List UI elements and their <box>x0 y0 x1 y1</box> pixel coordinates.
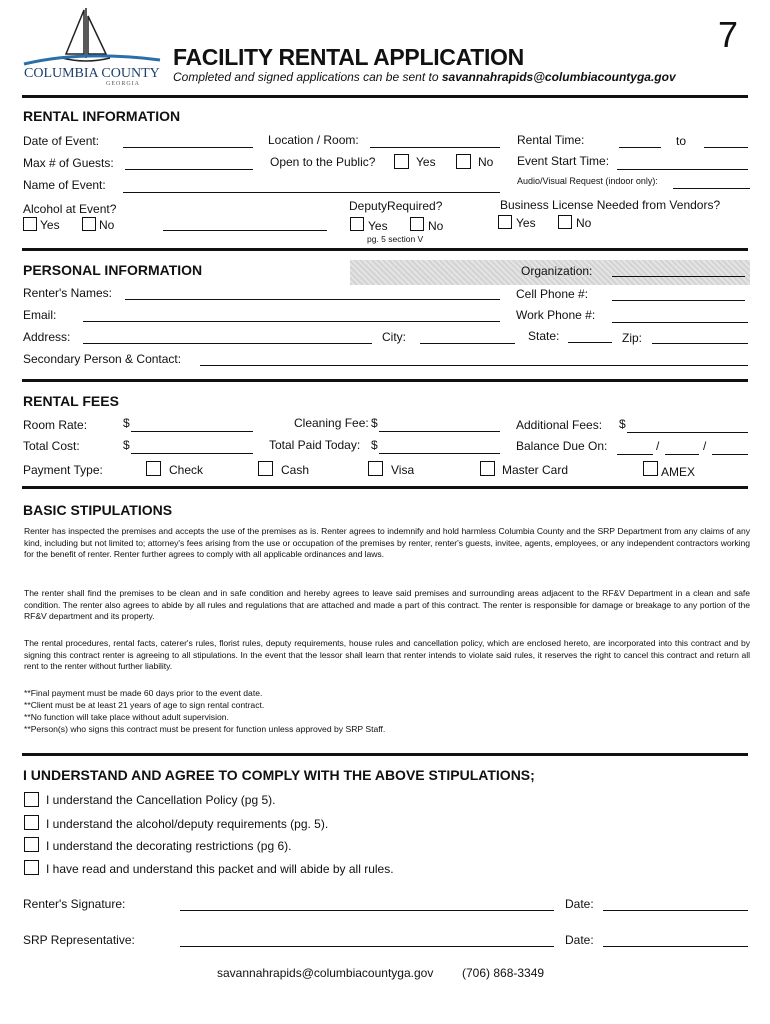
srp-representative-field[interactable] <box>180 932 554 947</box>
total-paid-label: Total Paid Today: <box>269 438 361 452</box>
county-logo <box>22 6 162 88</box>
footer-email[interactable]: savannahrapids@columbiacountyga.gov <box>217 966 434 980</box>
organization-label: Organization: <box>521 264 593 278</box>
open-public-label: Open to the Public? <box>270 155 376 169</box>
logo-subtext: GEORGIA <box>106 81 140 87</box>
form-title: FACILITY RENTAL APPLICATION <box>173 44 524 70</box>
address-field[interactable] <box>83 329 372 344</box>
business-license-no-checkbox[interactable] <box>558 215 572 229</box>
business-license-no-label: No <box>576 216 592 230</box>
room-rate-field[interactable] <box>131 417 253 432</box>
stipulation-paragraph-2: The renter shall find the premises to be clean and in safe condition and hereby agrees to leave said premises and surrounding areas adjacent to the RF&V Department in a clean and safe condition. The renter also agrees to abide by all rules and regulations that are attached and made a part of this contract. The renter is responsible for damage or breakage to any portion of the RF&V department and its property. <box>24 588 750 621</box>
balance-due-slash-1: / <box>656 439 660 453</box>
business-license-yes-label: Yes <box>516 216 536 230</box>
renter-date-field[interactable] <box>603 896 748 911</box>
deputy-note: pg. 5 section V <box>367 234 424 244</box>
address-label: Address: <box>23 330 71 344</box>
open-public-yes-label: Yes <box>416 155 436 169</box>
additional-fees-label: Additional Fees: <box>516 418 603 432</box>
stipulation-note-1: **Final payment must be made 60 days prior to the event date. <box>24 688 263 698</box>
basic-stipulations-heading: BASIC STIPULATIONS <box>23 502 173 518</box>
agreement-heading: I UNDERSTAND AND AGREE TO COMPLY WITH THE ABOVE STIPULATIONS; <box>23 767 535 783</box>
city-field[interactable] <box>420 329 515 344</box>
payment-amex-label: AMEX <box>661 465 696 479</box>
additional-fees-field[interactable] <box>627 418 748 433</box>
state-label: State: <box>528 329 560 343</box>
email-field[interactable] <box>83 307 500 322</box>
payment-amex-checkbox[interactable] <box>643 461 658 476</box>
location-room-field[interactable] <box>370 133 500 148</box>
cell-phone-label: Cell Phone #: <box>516 287 589 301</box>
total-cost-dollar: $ <box>123 438 130 452</box>
payment-check-checkbox[interactable] <box>146 461 161 476</box>
alcohol-details-field[interactable] <box>163 216 327 231</box>
renter-date-label: Date: <box>565 897 594 911</box>
max-guests-label: Max # of Guests: <box>23 156 114 170</box>
agree-packet-label: I have read and understand this packet and will abide by all rules. <box>46 862 394 876</box>
alcohol-no-checkbox[interactable] <box>82 217 96 231</box>
divider <box>22 248 748 251</box>
stipulation-note-3: **No function will take place without adult supervision. <box>24 712 229 722</box>
payment-visa-checkbox[interactable] <box>368 461 383 476</box>
open-public-no-checkbox[interactable] <box>456 154 471 169</box>
total-cost-field[interactable] <box>131 439 253 454</box>
deputy-yes-checkbox[interactable] <box>350 217 364 231</box>
footer-phone: (706) 868-3349 <box>462 966 545 980</box>
logo-text: COLUMBIA COUNTY <box>24 66 160 81</box>
agree-packet-checkbox[interactable] <box>24 860 39 875</box>
renters-names-field[interactable] <box>125 285 500 300</box>
date-of-event-field[interactable] <box>123 133 253 148</box>
renters-names-label: Renter's Names: <box>23 286 112 300</box>
payment-mastercard-label: Master Card <box>502 463 569 477</box>
room-rate-label: Room Rate: <box>23 418 88 432</box>
personal-information-heading: PERSONAL INFORMATION <box>23 262 203 278</box>
payment-cash-checkbox[interactable] <box>258 461 273 476</box>
balance-due-year-field[interactable] <box>712 440 748 455</box>
work-phone-label: Work Phone #: <box>516 308 596 322</box>
balance-due-month-field[interactable] <box>617 440 653 455</box>
alcohol-label: Alcohol at Event? <box>23 202 117 216</box>
deputy-no-checkbox[interactable] <box>410 217 424 231</box>
name-of-event-label: Name of Event: <box>23 178 106 192</box>
secondary-contact-field[interactable] <box>200 351 748 366</box>
cleaning-fee-dollar: $ <box>371 416 378 430</box>
secondary-contact-label: Secondary Person & Contact: <box>23 352 182 366</box>
page-number: 7 <box>718 14 739 55</box>
rental-time-label: Rental Time: <box>517 133 585 147</box>
balance-due-label: Balance Due On: <box>516 439 608 453</box>
srp-date-field[interactable] <box>603 932 748 947</box>
deputy-required-label: DeputyRequired? <box>349 199 443 213</box>
max-guests-field[interactable] <box>125 155 253 170</box>
additional-fees-dollar: $ <box>619 417 626 431</box>
room-rate-dollar: $ <box>123 416 130 430</box>
date-of-event-label: Date of Event: <box>23 134 100 148</box>
payment-cash-label: Cash <box>281 463 310 477</box>
event-start-time-field[interactable] <box>617 155 748 170</box>
alcohol-no-label: No <box>99 218 115 232</box>
agree-decorating-checkbox[interactable] <box>24 837 39 852</box>
srp-date-label: Date: <box>565 933 594 947</box>
rental-fees-heading: RENTAL FEES <box>23 393 119 409</box>
open-public-no-label: No <box>478 155 494 169</box>
cleaning-fee-label: Cleaning Fee: <box>294 416 369 430</box>
city-label: City: <box>382 330 406 344</box>
total-paid-dollar: $ <box>371 438 378 452</box>
form-subtitle <box>173 70 676 84</box>
alcohol-yes-label: Yes <box>40 218 60 232</box>
cell-phone-field[interactable] <box>612 286 745 301</box>
event-start-time-label: Event Start Time: <box>517 154 610 168</box>
payment-visa-label: Visa <box>391 463 415 477</box>
payment-type-label: Payment Type: <box>23 463 103 477</box>
av-request-field[interactable] <box>673 174 750 189</box>
rental-time-end-field[interactable] <box>704 133 748 148</box>
deputy-yes-label: Yes <box>368 219 388 233</box>
subtitle-email[interactable]: savannahrapids@columbiacountyga.gov <box>441 70 676 84</box>
state-field[interactable] <box>568 328 612 343</box>
stipulation-note-4: **Person(s) who signs this contract must be present for function unless approved by SRP Staff. <box>24 724 386 734</box>
srp-representative-label: SRP Representative: <box>23 933 135 947</box>
agree-cancellation-label: I understand the Cancellation Policy (pg 5). <box>46 793 276 807</box>
total-paid-field[interactable] <box>379 439 500 454</box>
agree-alcohol-checkbox[interactable] <box>24 815 39 830</box>
cleaning-fee-field[interactable] <box>379 417 500 432</box>
agree-decorating-label: I understand the decorating restrictions (pg 6). <box>46 839 292 853</box>
email-label: Email: <box>23 308 57 322</box>
zip-field[interactable] <box>652 329 748 344</box>
renter-signature-label: Renter's Signature: <box>23 897 126 911</box>
balance-due-slash-2: / <box>703 439 707 453</box>
payment-check-label: Check <box>169 463 204 477</box>
alcohol-yes-checkbox[interactable] <box>23 217 37 231</box>
agree-cancellation-checkbox[interactable] <box>24 792 39 807</box>
rental-time-start-field[interactable] <box>619 133 661 148</box>
payment-mastercard-checkbox[interactable] <box>480 461 495 476</box>
deputy-no-label: No <box>428 219 444 233</box>
stipulation-paragraph-1: Renter has inspected the premises and accepts the use of the premises as is. Renter agrees to indemnify and hold harmless Columbia County and the SRP Department from any claims of any kind, including but not limited to; attorney's fees arising from the use or occupation of the premises by renter, renter's guests, invitee, agents, employees, or any independent contractors working for the benefit of renter. Renter further agrees to comply with all applicable ordinances and laws. <box>24 526 750 559</box>
divider <box>22 379 748 382</box>
stipulation-note-2: **Client must be at least 21 years of age to sign rental contract. <box>24 700 265 710</box>
balance-due-day-field[interactable] <box>665 440 699 455</box>
divider <box>22 486 748 489</box>
stipulation-paragraph-3: The rental procedures, rental facts, caterer's rules, florist rules, deputy requirements, house rules and cancellation policy, which are enclosed hereto, are incorporated into this contract and by signing this contract renter is agreeing to all stipulations. In the event that the lessor shall learn that renter intends to violate said rules, it reserves the right to cancel this contract and return all rent to the renter without further liability. <box>24 638 750 671</box>
av-request-label: Audio/Visual Request (indoor only): <box>517 176 658 186</box>
name-of-event-field[interactable] <box>123 178 500 193</box>
business-license-label: Business License Needed from Vendors? <box>500 198 721 212</box>
work-phone-field[interactable] <box>612 308 748 323</box>
renter-signature-field[interactable] <box>180 896 554 911</box>
zip-label: Zip: <box>622 331 643 345</box>
organization-field[interactable] <box>612 262 745 277</box>
location-room-label: Location / Room: <box>268 133 359 147</box>
subtitle-prefix: Completed and signed applications can be sent to <box>173 70 442 84</box>
rental-time-to-label: to <box>676 134 687 148</box>
business-license-yes-checkbox[interactable] <box>498 215 512 229</box>
total-cost-label: Total Cost: <box>23 439 80 453</box>
divider <box>22 753 748 756</box>
divider <box>22 95 748 98</box>
agree-alcohol-label: I understand the alcohol/deputy requirements (pg. 5). <box>46 817 329 831</box>
rental-information-heading: RENTAL INFORMATION <box>23 108 181 124</box>
open-public-yes-checkbox[interactable] <box>394 154 409 169</box>
